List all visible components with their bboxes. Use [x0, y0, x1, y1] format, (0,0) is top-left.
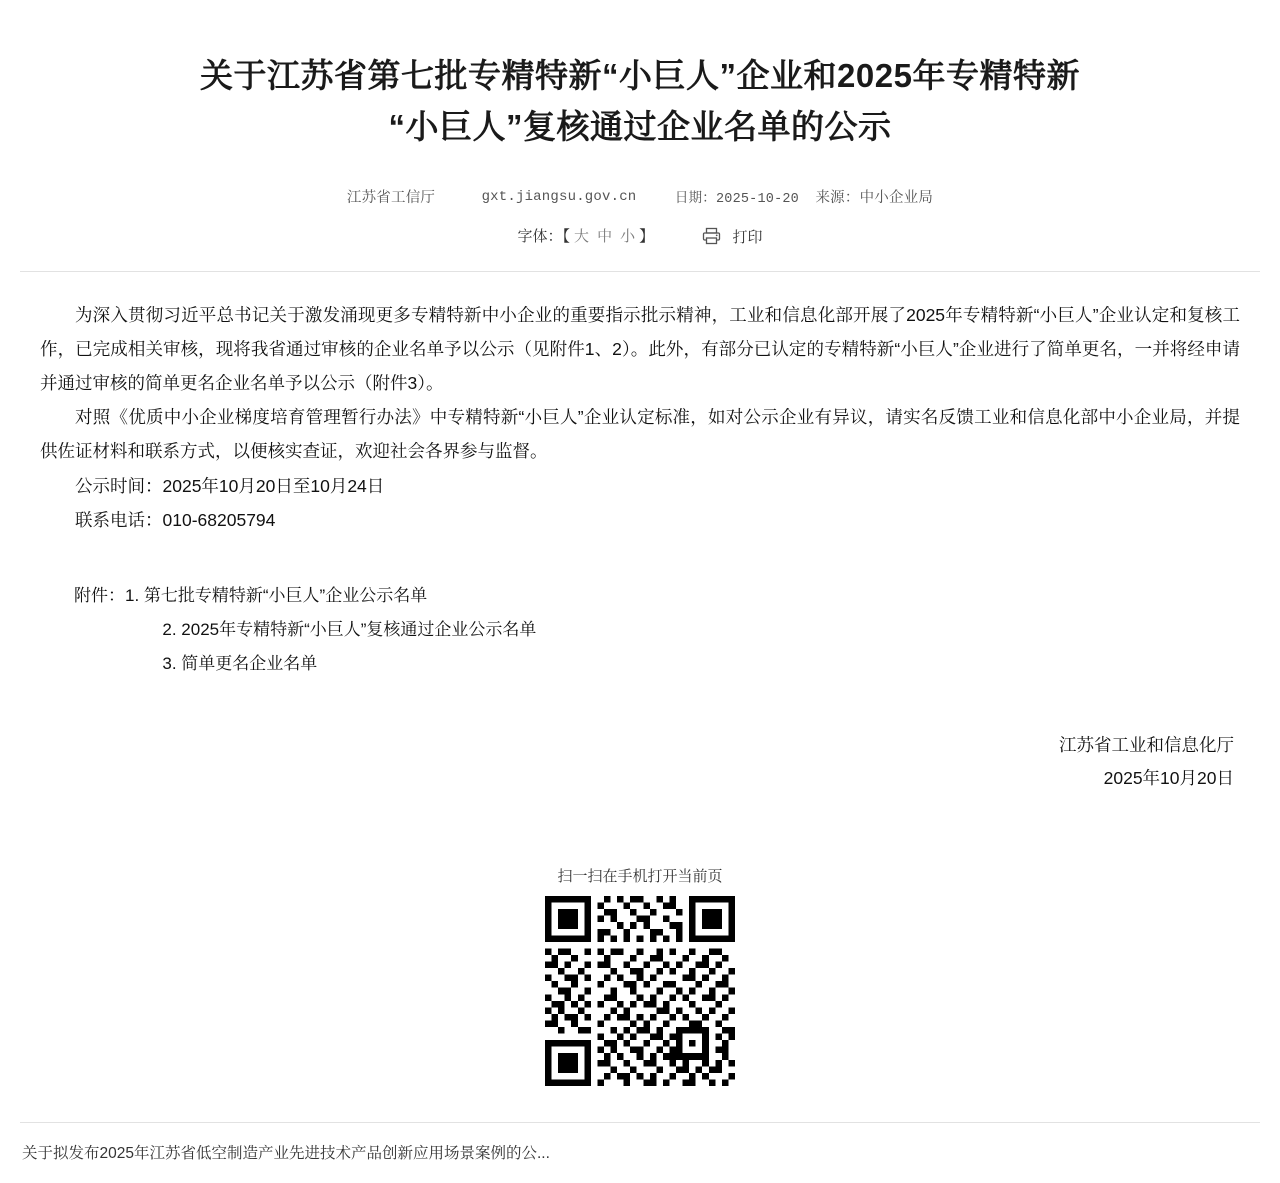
- qr-code-icon: [545, 896, 735, 1086]
- bracket-close: 】: [639, 228, 655, 246]
- attachment-item-3[interactable]: [40, 647, 1240, 681]
- attachments-label: 附件：: [74, 585, 125, 605]
- article-container: [21, 22, 1259, 249]
- document-page: [0, 22, 1280, 1183]
- attachment-text-1[interactable]: 1. 第七批专精特新“小巨人”企业公示名单: [125, 585, 428, 605]
- meta-source-site: gxt.jiangsu.gov.cn: [481, 188, 637, 205]
- body-paragraph-2: 对照《优质中小企业梯度培育管理暂行办法》中专精特新“小巨人”企业认定标准，如对公示企业有异议，请实名反馈工业和信息化部中小企业局，并提供佐证材料和联系方式，以便核实查证，欢迎社会各界参与监督。: [40, 407, 1240, 462]
- article-meta: [21, 186, 1259, 207]
- qr-section: [0, 865, 1280, 1086]
- bracket-open: 【: [562, 228, 571, 246]
- qr-caption: 扫一扫在手机打开当前页: [557, 868, 723, 886]
- contact-phone: 联系电话：010-68205794: [75, 509, 276, 530]
- attachment-item-2[interactable]: [40, 613, 1240, 647]
- meta-source: 来源：中小企业局: [815, 190, 934, 207]
- publicity-period: 公示时间：2025年10月20日至10月24日: [75, 475, 385, 496]
- fontsize-medium-button[interactable]: 中: [597, 228, 613, 246]
- meta-department: 江苏省工信厅: [346, 190, 436, 207]
- article-body: [40, 298, 1240, 795]
- signoff-issuer: 江苏省工业和信息化厅: [1059, 734, 1234, 755]
- meta-date: 日期：2025-10-20: [674, 192, 799, 208]
- attachments-block: [40, 579, 1240, 681]
- body-paragraph-1: 为深入贯彻习近平总书记关于激发涌现更多专精特新中小企业的重要指示批示精神，工业和信息化部开展了2025年专精特新“小巨人”企业认定和复核工作，已完成相关审核，现将我省通过审核的企业名单予以公示（见附件1、2）。此外，有部分已认定的专精特新“小巨人”企业进行了简单更名，一并将经申请并通过审核的简单更名企业名单予以公示（附件3）。: [40, 304, 1240, 394]
- print-button[interactable]: [702, 226, 762, 249]
- print-label: 打印: [732, 228, 763, 246]
- fontsize-label: 字体：: [517, 228, 563, 246]
- header-divider: [20, 271, 1260, 272]
- signoff-date: 2025年10月20日: [1103, 768, 1234, 789]
- page-title-line-1: 关于江苏省第七批专精特新“小巨人”企业和2025年专精特新: [200, 57, 1080, 95]
- attachment-item-1: [40, 579, 1240, 613]
- article-tools: [21, 225, 1259, 249]
- related-article-link[interactable]: 关于拟发布2025年江苏省低空制造产业先进技术产品创新应用场景案例的公...: [22, 1145, 550, 1163]
- fontsize-small-button[interactable]: 小: [620, 228, 636, 246]
- page-title-line-2: “小巨人”复核通过企业名单的公示: [388, 108, 892, 146]
- fontsize-large-button[interactable]: 大: [574, 228, 590, 246]
- signoff-block: [40, 729, 1240, 796]
- page-title: [21, 22, 1259, 152]
- attachment-text-2: 2. 2025年专精特新“小巨人”复核通过企业公示名单: [162, 619, 537, 639]
- printer-icon: [702, 227, 721, 249]
- attachment-text-3: 3. 简单更名企业名单: [162, 653, 318, 673]
